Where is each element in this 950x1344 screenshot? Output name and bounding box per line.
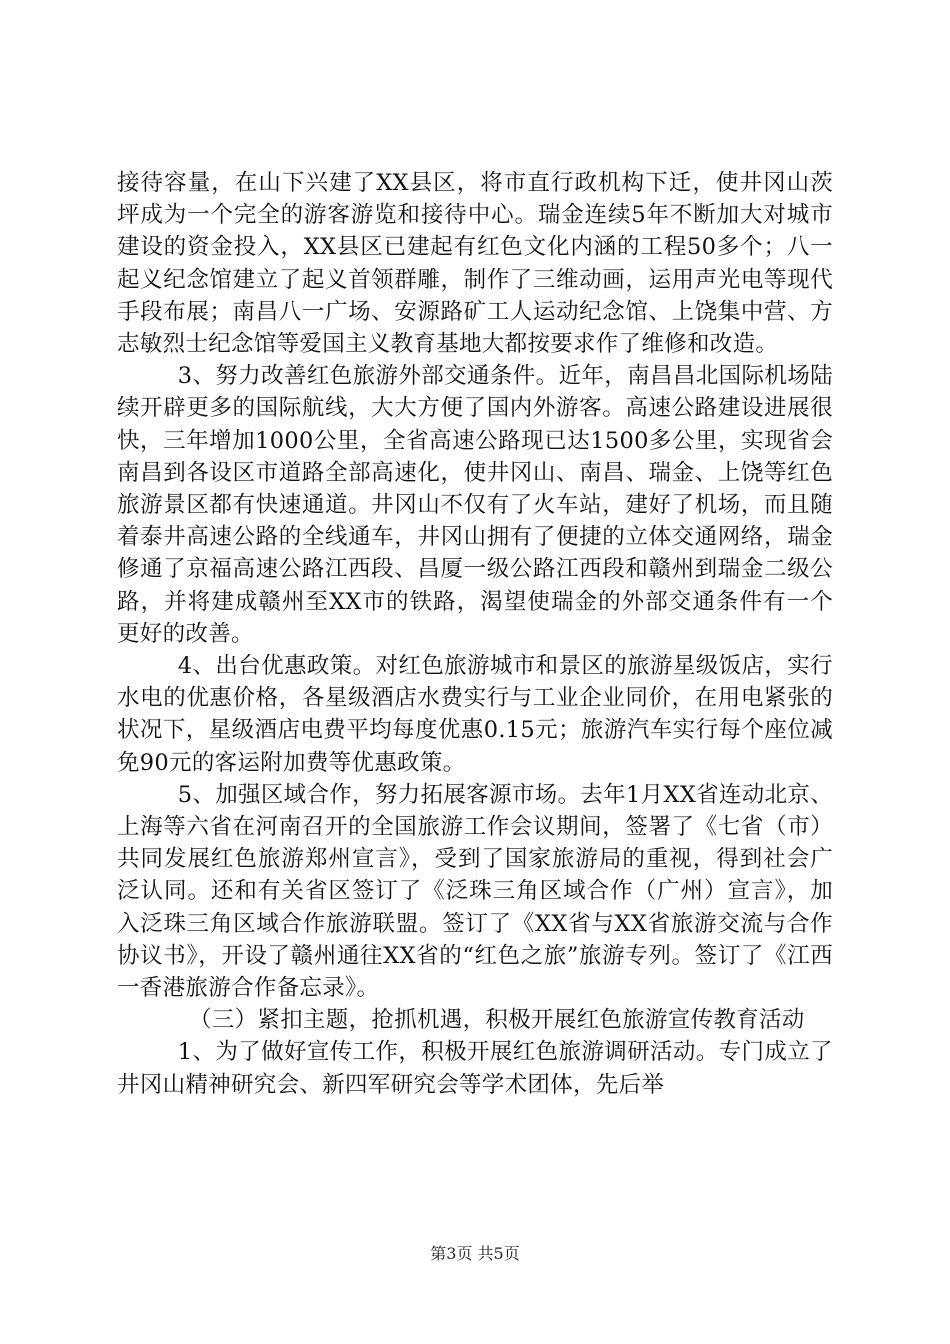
page-number: 第3页 共5页 [430,1244,520,1263]
paragraph-continuation: 接待容量，在山下兴建了XX县区，将市直行政机构下迁，使井冈山茨坪成为一个完全的游客游览和接待中心。瑞金连续5年不断加大对城市建设的资金投入，XX县区已建起有红色文化内涵的工程50多个；八一起义纪念馆建立了起义首领群雕，制作了三维动画，运用声光电等现代手段布展；南昌八一广场、安源路矿工人运动纪念馆、上饶集中营、方志敏烈士纪念馆等爱国主义教育基地大都按要求作了维修和改造。 [117,170,833,358]
paragraph-item-5: 5、加强区域合作，努力拓展客源市场。去年1月XX省连动北京、上海等六省在河南召开的全国旅游工作会议期间，签署了《七省（市）共同发展红色旅游郑州宣言》，受到了国家旅游局的重视，得到社会广泛认同。还和有关省区签订了《泛珠三角区域合作（广州）宣言》，加入泛珠三角区域合作旅游联盟。签订了《XX省与XX省旅游交流与合作协议书》，开设了赣州通往XX省的“红色之旅”旅游专列。签订了《江西一香港旅游合作备忘录》。 [117,781,833,1002]
paragraph-item-1: 1、为了做好宣传工作，积极开展红色旅游调研活动。专门成立了井冈山精神研究会、新四军研究会等学术团体，先后举 [117,1039,833,1098]
paragraph-item-3: 3、努力改善红色旅游外部交通条件。近年，南昌昌北国际机场陆续开辟更多的国际航线，大大方便了国内外游客。高速公路建设进展很快，三年增加1000公里，全省高速公路现已达1500多公里，实现省会南昌到各设区市道路全部高速化，使井冈山、南昌、瑞金、上饶等红色旅游景区都有快速通道。井冈山不仅有了火车站，建好了机场，而且随着泰井高速公路的全线通车，井冈山拥有了便捷的立体交通网络，瑞金修通了京福高速公路江西段、昌厦一级公路江西段和赣州到瑞金二级公路，并将建成赣州至XX市的铁路，渴望使瑞金的外部交通条件有一个更好的改善。 [117,363,833,647]
section-heading: （三）紧扣主题，抢抓机遇，积极开展红色旅游宣传教育活动 [189,1007,805,1034]
document-body [117,167,833,1101]
paragraph-item-4: 4、出台优惠政策。对红色旅游城市和景区的旅游星级饭店，实行水电的优惠价格，各星级酒店水费实行与工业企业同价，在用电紧张的状况下，星级酒店电费平均每度优惠0.15元；旅游汽车实行每个座位减免90元的客运附加费等优惠政策。 [117,653,833,776]
